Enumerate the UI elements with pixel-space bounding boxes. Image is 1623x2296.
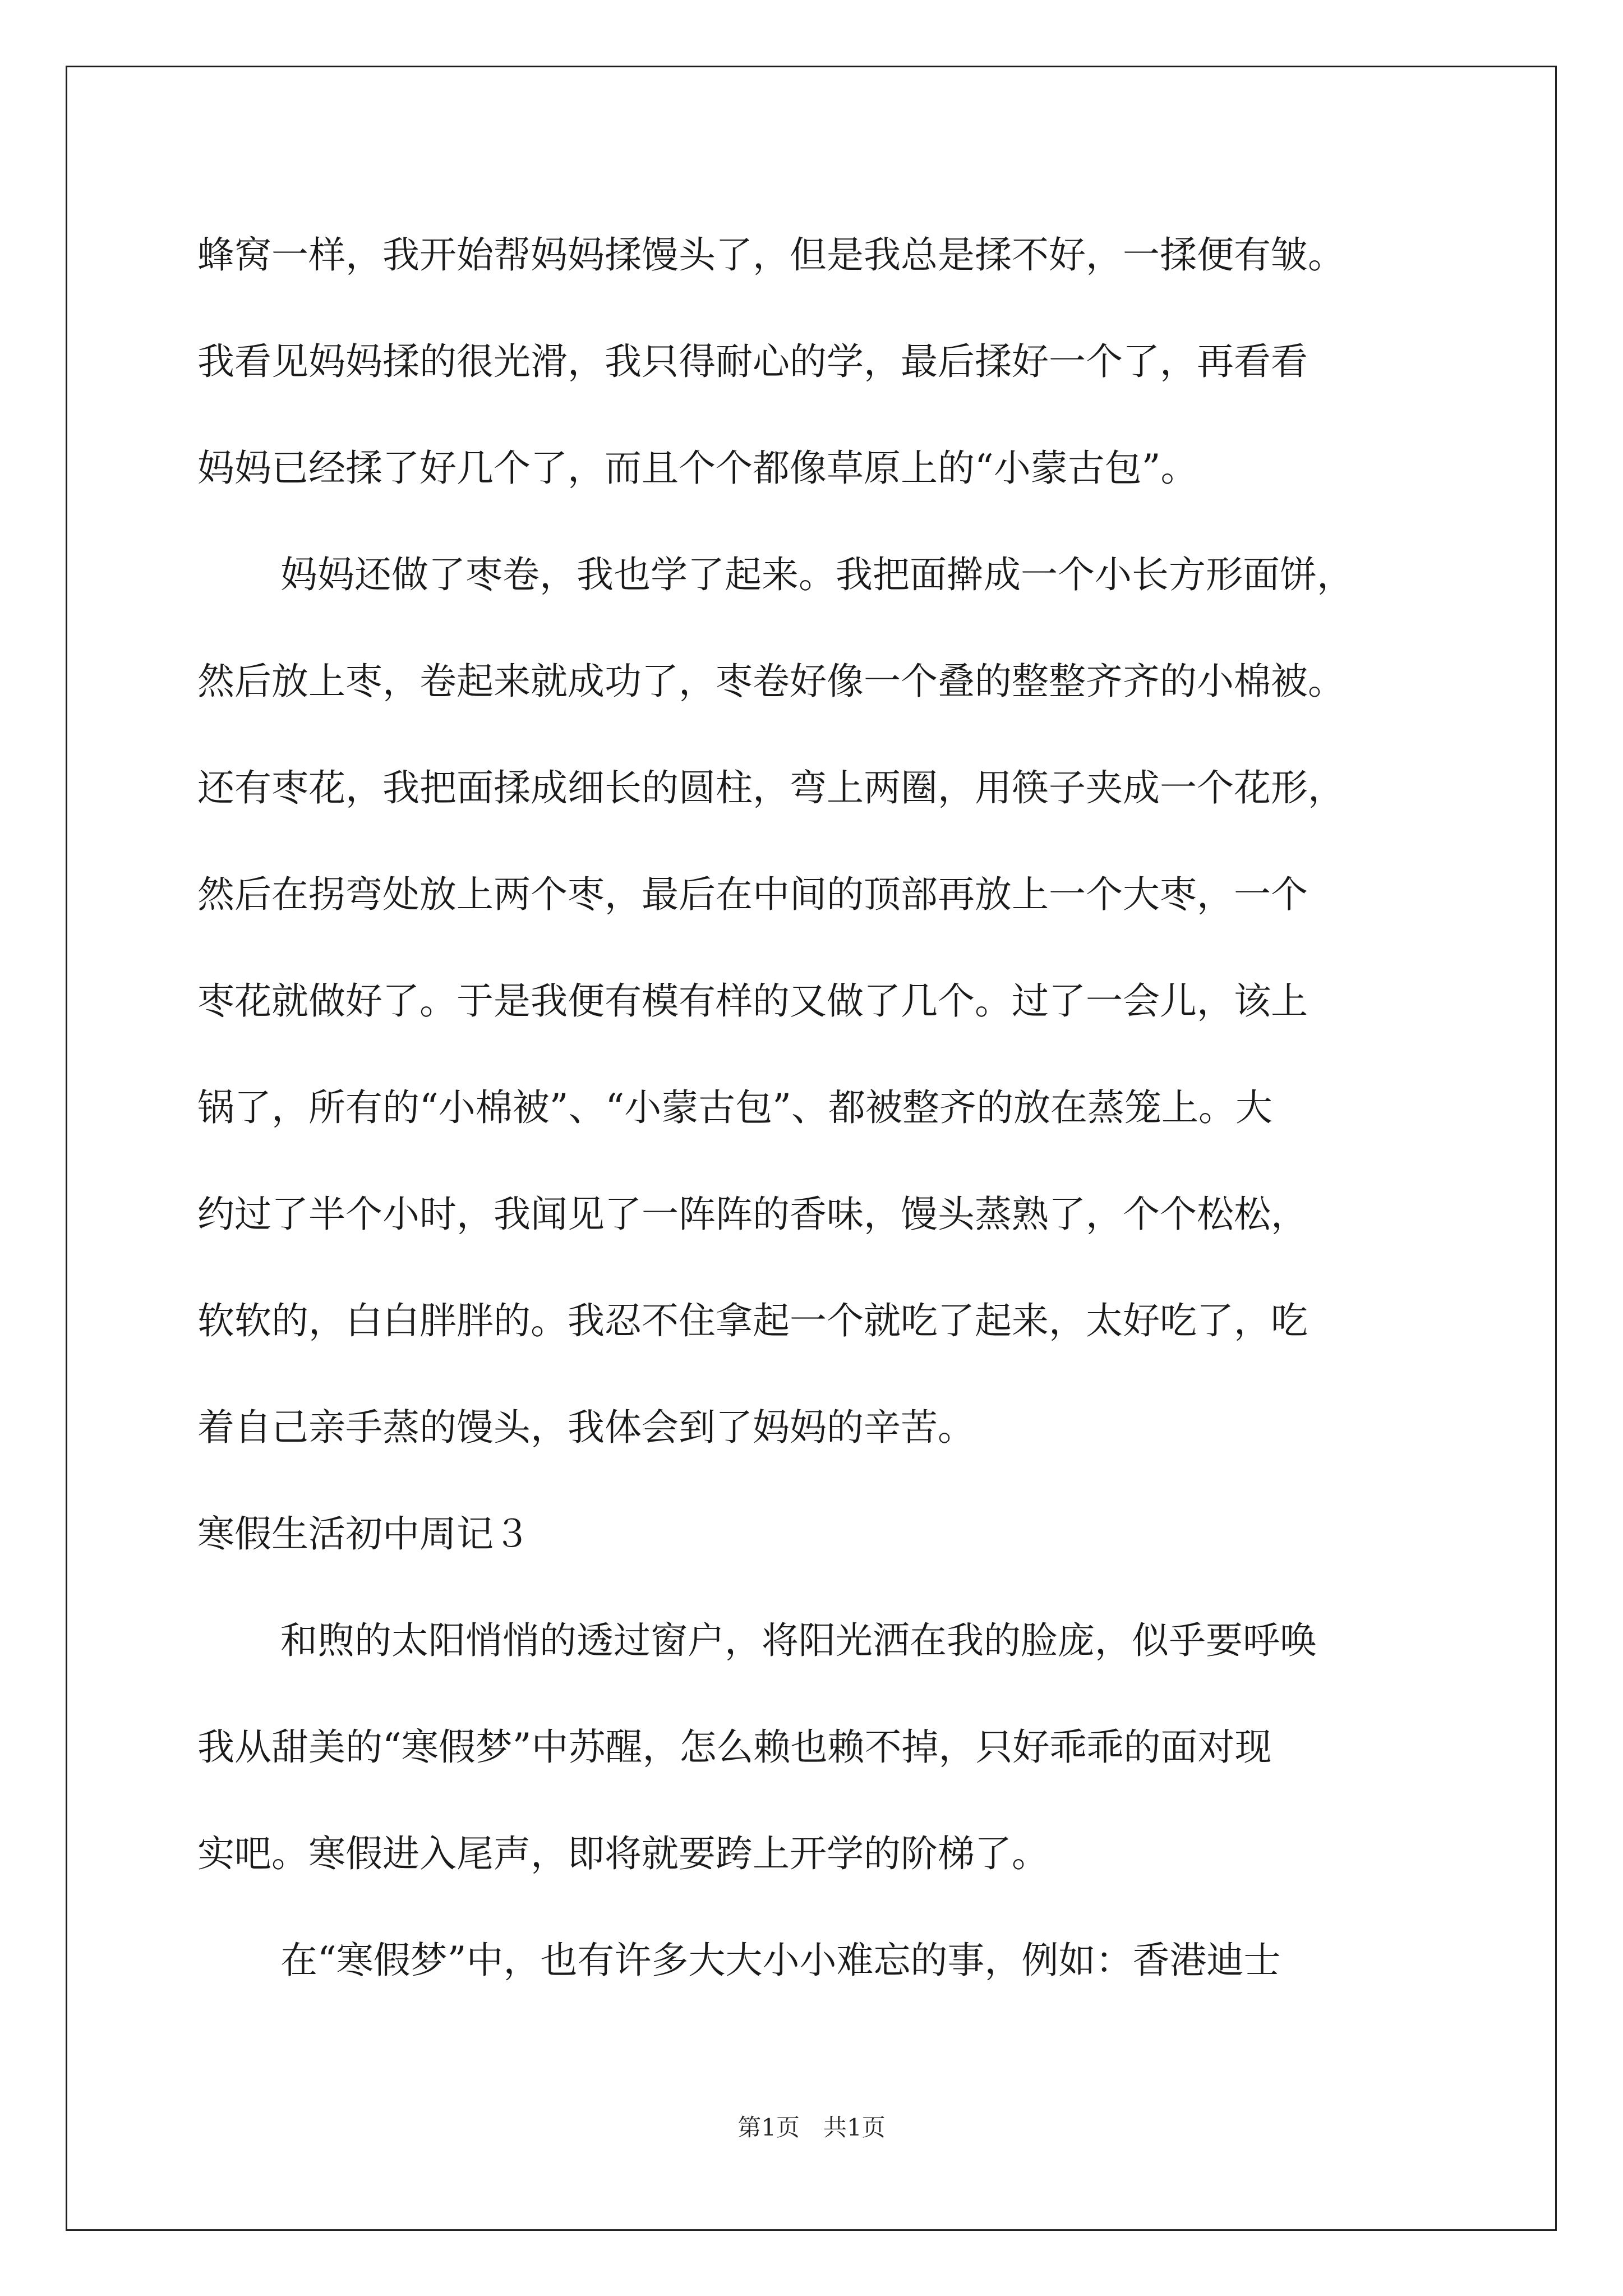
text-line: 妈妈已经揉了好几个了，而且个个都像草原上的“小蒙古包”。 [197, 447, 1198, 490]
text-line: 蜂窝一样，我开始帮妈妈揉馒头了，但是我总是揉不好，一揉便有皱。 [197, 233, 1345, 277]
text-line: 我看见妈妈揉的很光滑，我只得耐心的学，最后揉好一个了，再看看 [197, 340, 1308, 383]
document-body [197, 202, 1426, 2014]
text-line: 在“寒假梦”中，也有许多大大小小难忘的事，例如：香港迪士 [280, 1939, 1281, 1982]
text-line: 枣花就做好了。于是我便有模有样的又做了几个。过了一会儿，该上 [197, 979, 1308, 1023]
text-line: 妈妈还做了枣卷，我也学了起来。我把面擀成一个小长方形面饼， [280, 553, 1354, 596]
text-line: 锅了，所有的“小棉被”、“小蒙古包”、都被整齐的放在蒸笼上。大 [197, 1086, 1272, 1129]
text-line: 还有枣花，我把面揉成细长的圆柱，弯上两圈，用筷子夹成一个花形， [197, 766, 1345, 809]
text-line: 我从甜美的“寒假梦”中苏醒，怎么赖也赖不掉，只好乖乖的面对现 [197, 1726, 1272, 1769]
page-footer: 第1页 共1页 [737, 2114, 886, 2141]
text-line: 然后在拐弯处放上两个枣，最后在中间的顶部再放上一个大枣，一个 [197, 873, 1308, 916]
section-heading: 寒假生活初中周记３ [197, 1512, 531, 1556]
text-line: 然后放上枣，卷起来就成功了，枣卷好像一个叠的整整齐齐的小棉被。 [197, 660, 1345, 703]
text-line: 约过了半个小时，我闻见了一阵阵的香味，馒头蒸熟了，个个松松， [197, 1193, 1308, 1236]
text-line: 实吧。寒假进入尾声，即将就要跨上开学的阶梯了。 [197, 1832, 1049, 1875]
text-line: 和煦的太阳悄悄的透过窗户，将阳光洒在我的脸庞，似乎要呼唤 [280, 1619, 1317, 1662]
text-line: 着自己亲手蒸的馒头，我体会到了妈妈的辛苦。 [197, 1406, 975, 1449]
text-line: 软软的，白白胖胖的。我忍不住拿起一个就吃了起来，太好吃了，吃 [197, 1299, 1308, 1342]
